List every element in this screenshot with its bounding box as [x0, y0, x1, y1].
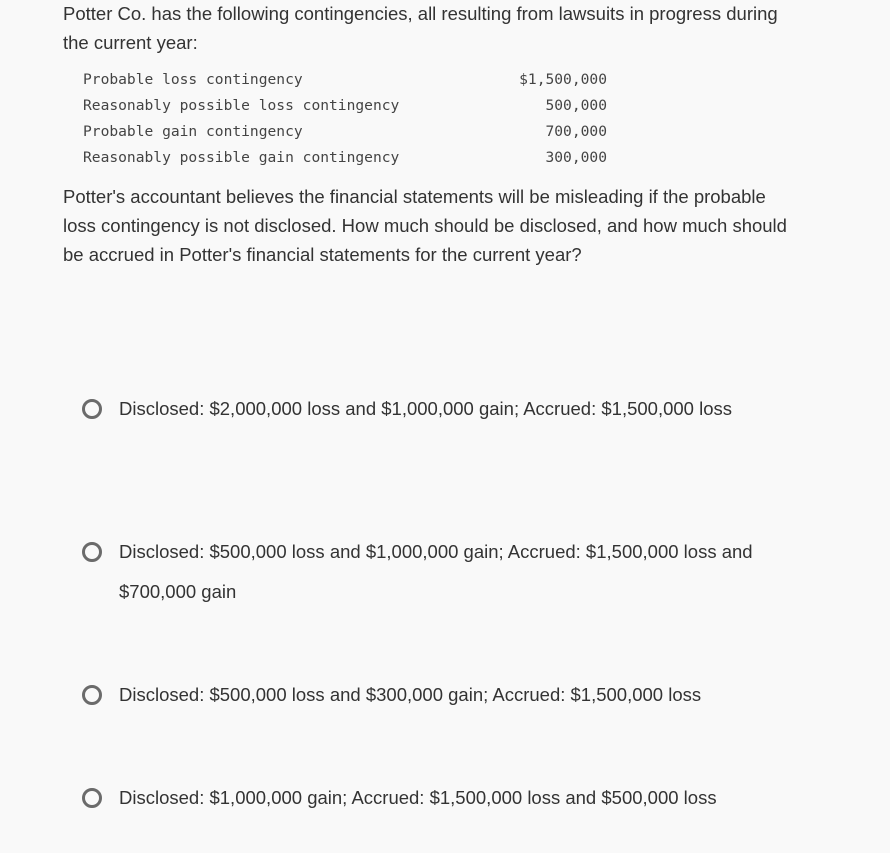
table-row [83, 144, 607, 170]
radio-button-icon[interactable] [82, 399, 102, 419]
radio-button-icon[interactable] [82, 685, 102, 705]
row-label: Reasonably possible gain contingency [83, 148, 400, 166]
table-row [83, 66, 607, 92]
question-prompt: Potter's accountant believes the financial statements will be misleading if the probable loss contingency is not disclosed. How much should be disclosed, and how much should be accrued in Potter's financial statements for the current year? [63, 186, 787, 265]
row-label: Reasonably possible loss contingency [83, 96, 400, 114]
radio-button-icon[interactable] [82, 788, 102, 808]
answer-option-4[interactable] [82, 778, 812, 818]
contingencies-table [83, 66, 607, 170]
radio-button-icon[interactable] [82, 542, 102, 562]
option-text: Disclosed: $1,000,000 gain; Accrued: $1,500,000 loss and $500,000 loss [119, 787, 717, 808]
answer-option-3[interactable] [82, 675, 812, 715]
option-text: Disclosed: $500,000 loss and $1,000,000 gain; Accrued: $1,500,000 loss and $700,000 gain [119, 541, 753, 602]
row-label: Probable gain contingency [83, 122, 303, 140]
answer-option-1[interactable] [82, 389, 812, 429]
option-text: Disclosed: $500,000 loss and $300,000 gain; Accrued: $1,500,000 loss [119, 684, 702, 705]
table-row [83, 92, 607, 118]
row-label: Probable loss contingency [83, 70, 303, 88]
row-value: 700,000 [545, 122, 607, 140]
option-text: Disclosed: $2,000,000 loss and $1,000,000 gain; Accrued: $1,500,000 loss [119, 398, 732, 419]
row-value: $1,500,000 [519, 70, 607, 88]
table-row [83, 118, 607, 144]
row-value: 300,000 [545, 148, 607, 166]
row-value: 500,000 [545, 96, 607, 114]
answer-option-2[interactable] [82, 532, 812, 612]
question-intro: Potter Co. has the following contingencies, all resulting from lawsuits in progress during the current year: [63, 3, 778, 53]
